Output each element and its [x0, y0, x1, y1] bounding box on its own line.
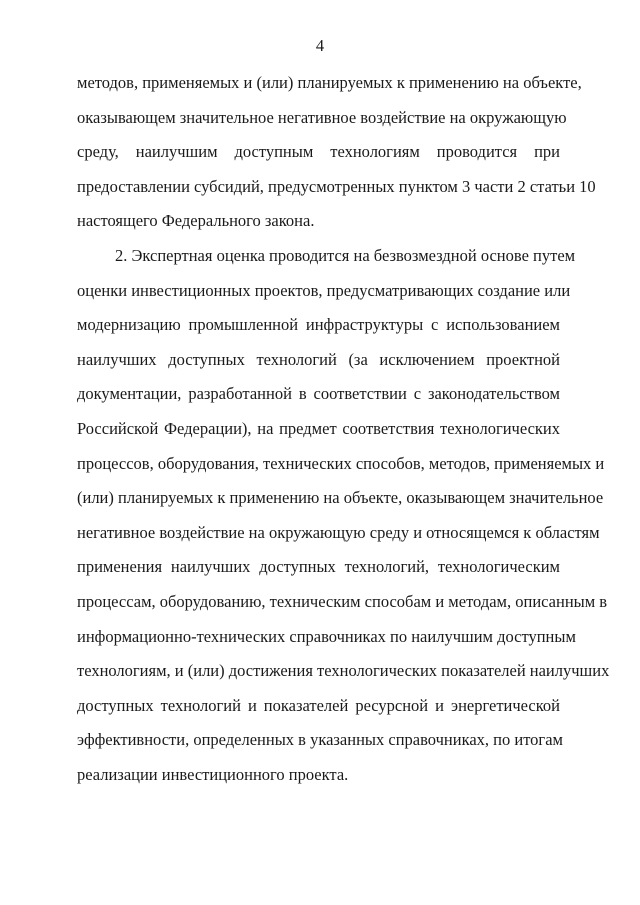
- document-body: [77, 71, 610, 797]
- text-line: 2. Экспертная оценка проводится на безвозмездной основе путем: [115, 245, 576, 265]
- text-line: оказывающем значительное негативное воздействие на окружающую: [77, 107, 567, 127]
- text-line: доступных технологий и показателей ресурсной и энергетической: [77, 695, 560, 715]
- text-line: (или) планируемых к применению на объекте, оказывающем значительное: [77, 488, 604, 508]
- paragraph-continuation: [77, 71, 596, 244]
- text-line: процессам, оборудованию, техническим способам и методам, описанным в: [77, 591, 608, 611]
- text-line: информационно-технических справочниках по наилучшим доступным: [77, 626, 576, 646]
- text-line: негативное воздействие на окружающую среду и относящемся к областям: [77, 522, 600, 542]
- text-line: применения наилучших доступных технологий, технологическим: [77, 557, 560, 577]
- page-number: 4: [315, 36, 325, 55]
- text-line: предоставлении субсидий, предусмотренных пунктом 3 части 2 статьи 10: [77, 176, 596, 196]
- text-line: Российской Федерации), на предмет соответствия технологических: [77, 418, 560, 438]
- text-line: документации, разработанной в соответствии с законодательством: [77, 384, 560, 404]
- text-line: технологиям, и (или) достижения технологических показателей наилучших: [77, 661, 610, 681]
- text-line: среду, наилучшим доступным технологиям проводится при: [77, 142, 560, 162]
- text-line: оценки инвестиционных проектов, предусматривающих создание или: [77, 280, 571, 300]
- text-line: процессов, оборудования, технических способов, методов, применяемых и: [77, 453, 605, 473]
- text-line: эффективности, определенных в указанных справочниках, по итогам: [77, 730, 563, 750]
- text-line: методов, применяемых и (или) планируемых к применению на объекте,: [77, 73, 582, 92]
- text-line: настоящего Федерального закона.: [77, 211, 315, 231]
- text-line: наилучших доступных технологий (за исключением проектной: [77, 349, 560, 369]
- text-line: модернизацию промышленной инфраструктуры с использованием: [77, 315, 560, 335]
- text-line: реализации инвестиционного проекта.: [77, 764, 349, 784]
- paragraph-item-2: [77, 244, 610, 798]
